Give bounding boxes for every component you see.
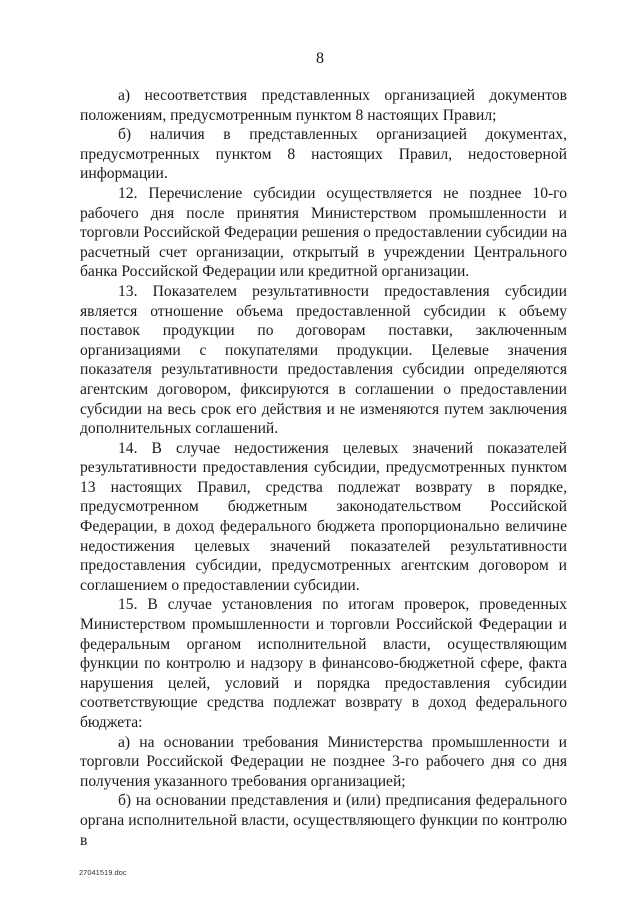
paragraph-item-b-false-information: б) наличия в представленных организацией документах, предусмотренных пунктом 8 настоящих Правил, недостоверной информации. [80,126,567,183]
paragraph-15-violations: 15. В случае установления по итогам проверок, проведенных Министерством промышленности и торговли Российской Федерации и федеральным органом исполнительной власти, осуществляющим функции по контролю и надзору в финансово-бюджетной сфере, факта нарушения целей, условий и порядка предоставления субсидии соответствующие средства подлежат возврату в доход федерального бюджета: [80,596,567,731]
paragraph-12-transfer: 12. Перечисление субсидии осуществляется не позднее 10-го рабочего дня после принятия Министерством промышленности и торговли Российской Федерации решения о предоставлении субсидии на расчетный счет организации, открытый в учреждении Центрального банка Российской Федерации или кредитной организации. [80,184,567,281]
paragraph-15-item-a: а) на основании требования Министерства промышленности и торговли Российской Федерации не позднее 3-го рабочего дня со дня получения указанного требования организацией; [80,733,567,790]
paragraph-15-item-b: б) на основании представления и (или) предписания федерального органа исполнительной власти, осуществляющего функции по контролю в [80,792,567,849]
document-body [80,86,567,850]
page-number: 8 [316,50,324,67]
file-name-footer: 27041519.doc [79,868,127,877]
paragraph-item-a-nonconformity: а) несоответствия представленных организацией документов положениям, предусмотренным пунктом 8 настоящих Правил; [80,87,567,124]
paragraph-13-performance-indicator: 13. Показателем результативности предоставления субсидии является отношение объема предоставленной субсидии к объему поставок продукции по договорам поставки, заключенным организациями с покупателями продукции. Целевые значения показателя результативности предоставления субсидии определяются агентским договором, фиксируются в соглашении о предоставлении субсидии на весь срок его действия и не изменяются путем заключения дополнительных соглашений. [80,282,567,438]
paragraph-14-non-achievement: 14. В случае недостижения целевых значений показателей результативности предоставления субсидии, предусмотренных пунктом 13 настоящих Правил, средства подлежат возврату в порядке, предусмотренном бюджетным законодательством Российской Федерации, в доход федерального бюджета пропорционально величине недостижения целевых значений показателей результативности предоставления субсидии, предусмотренных агентским договором и соглашением о предоставлении субсидии. [80,439,567,594]
